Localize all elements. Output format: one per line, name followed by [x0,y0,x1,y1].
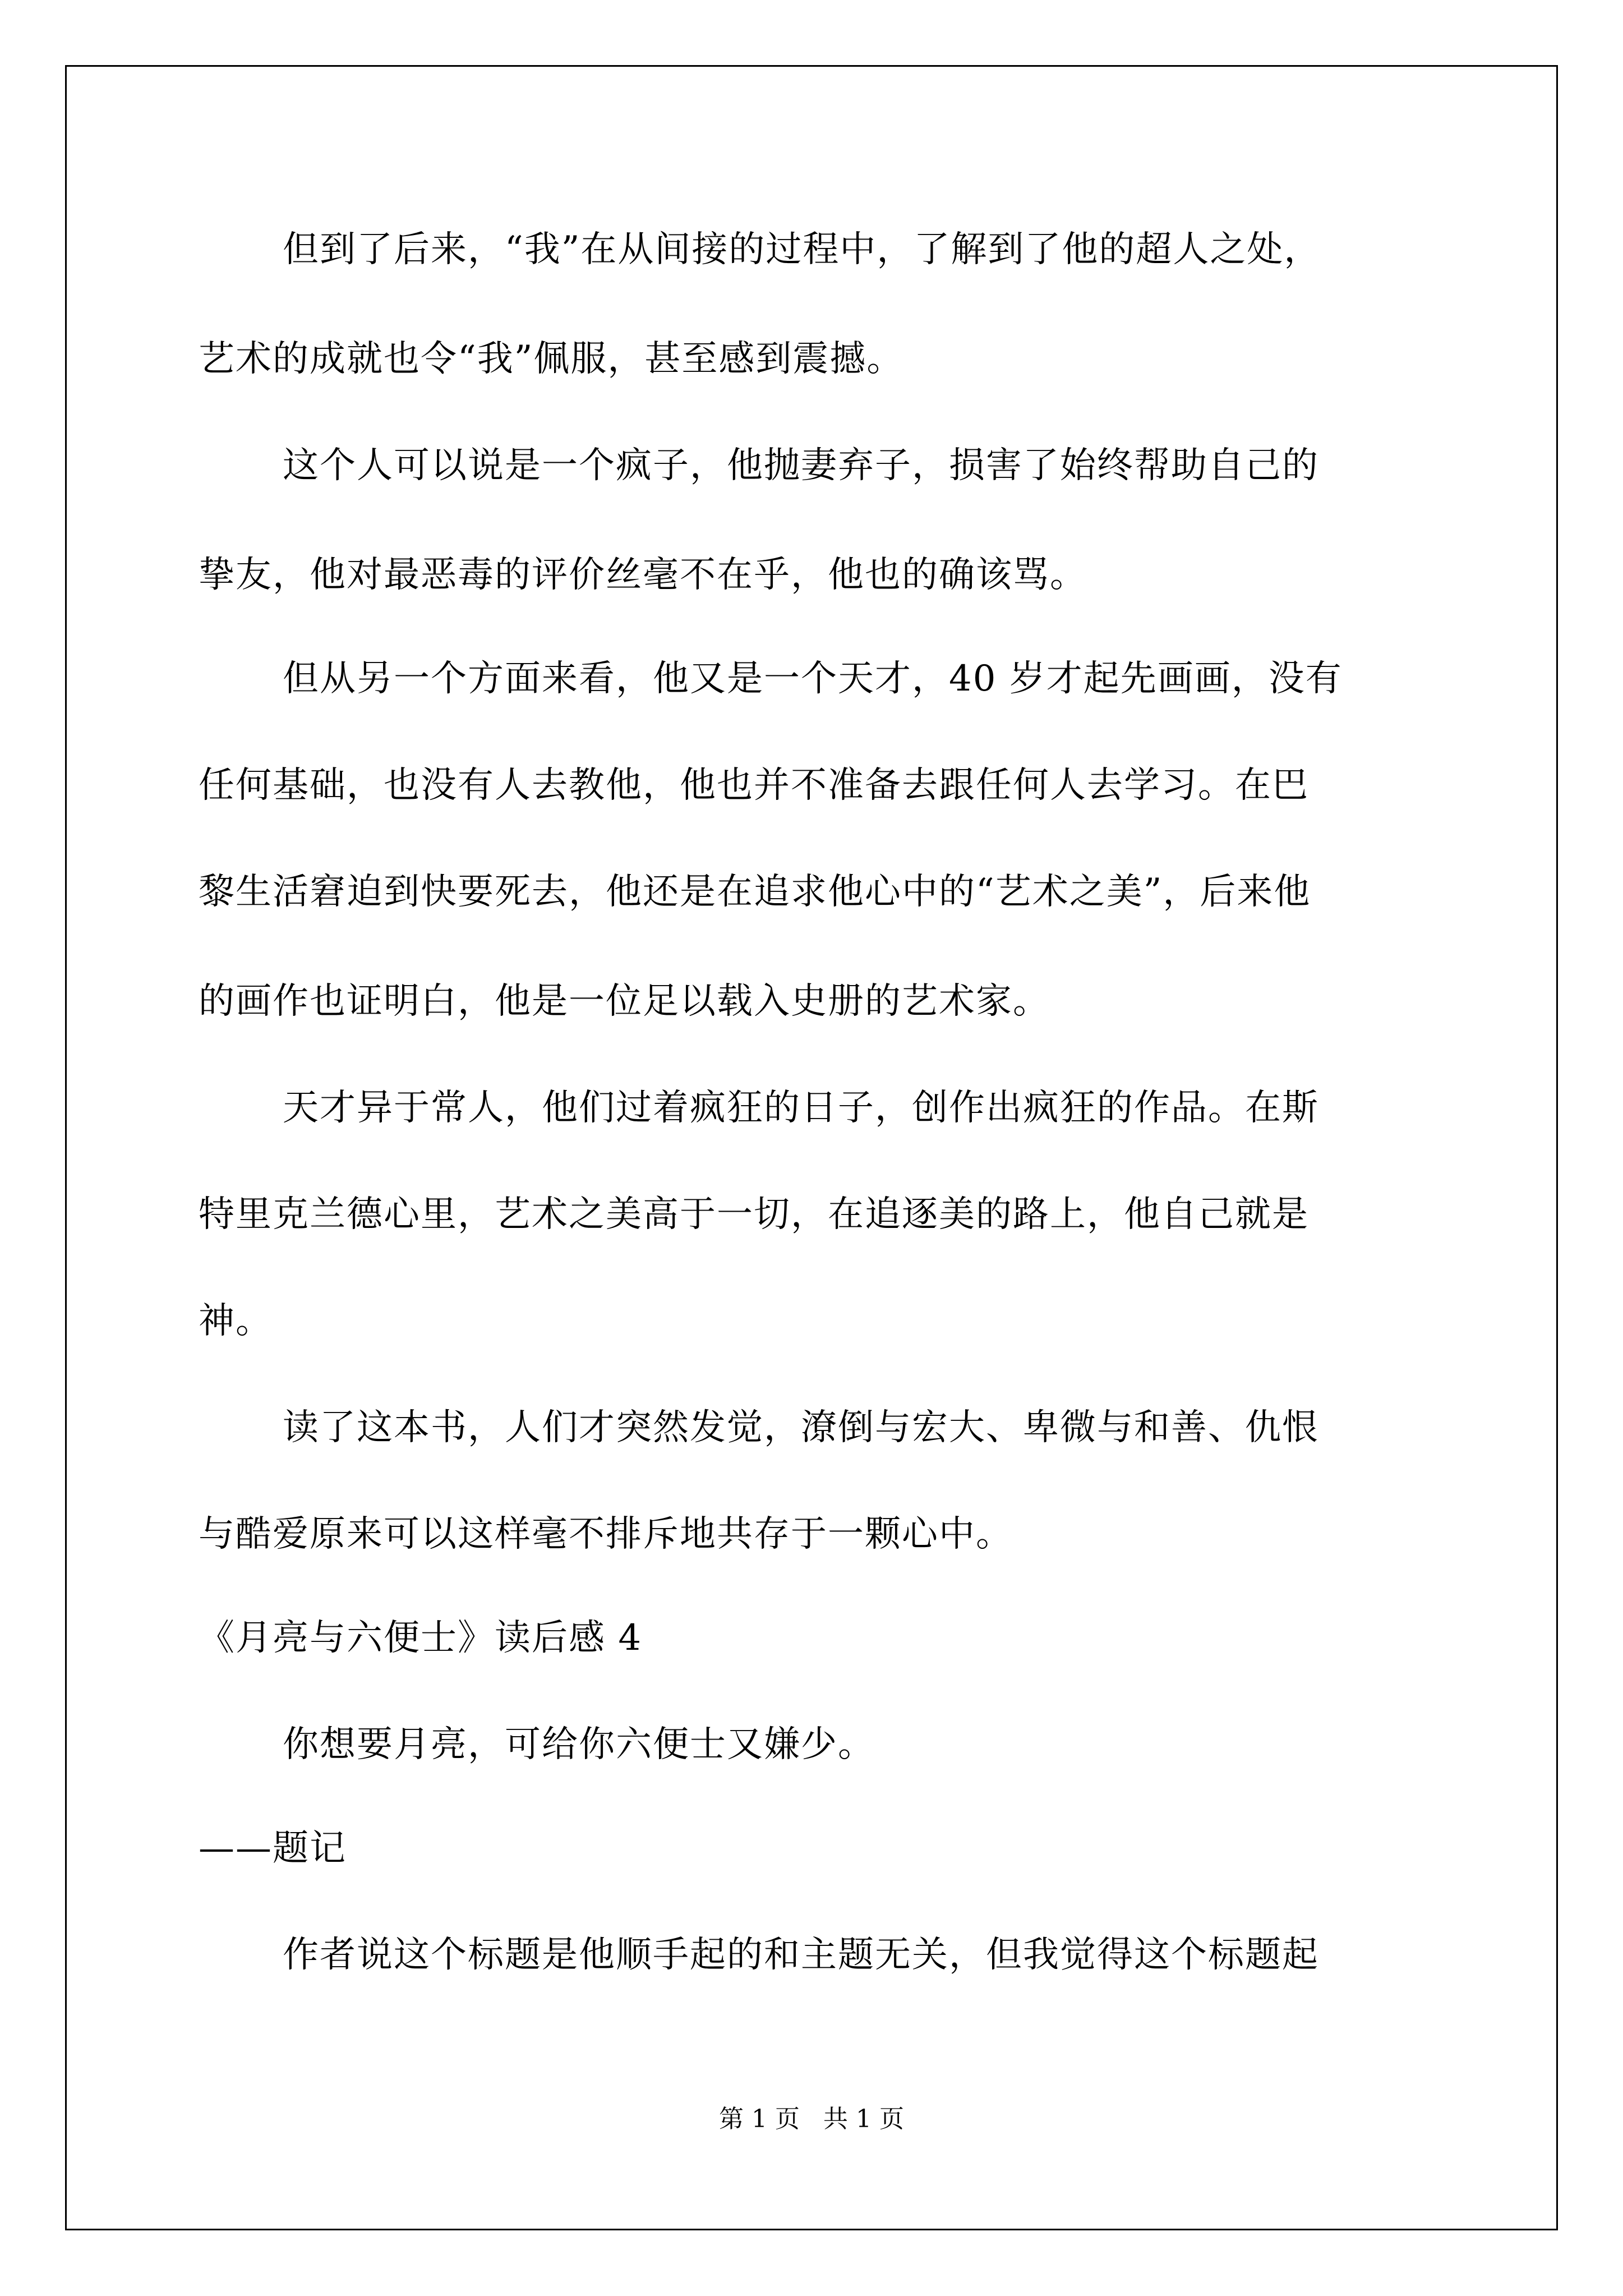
paragraph-line: 天才异于常人，他们过着疯狂的日子，创作出疯狂的作品。在斯 [283,1087,1319,1129]
paragraph-line: 作者说这个标题是他顺手起的和主题无关，但我觉得这个标题起 [283,1934,1319,1976]
paragraph-line: 神。 [199,1300,273,1342]
section-heading: 《月亮与六便士》读后感 4 [199,1617,643,1659]
paragraph-line: 的画作也证明白，他是一位足以载入史册的艺术家。 [199,981,1050,1022]
page-footer: 第 1 页 共 1 页 [719,2105,904,2133]
paragraph-line: 挚友，他对最恶毒的评价丝毫不在乎，他也的确该骂。 [199,554,1087,596]
epigraph-line: 你想要月亮，可给你六便士又嫌少。 [283,1724,875,1765]
paragraph-line: 黎生活窘迫到快要死去，他还是在追求他心中的“艺术之美”，后来他 [199,871,1311,913]
paragraph-line: 但从另一个方面来看，他又是一个天才，40 岁才起先画画，没有 [283,658,1343,700]
paragraph-line: 与酷爱原来可以这样毫不排斥地共存于一颗心中。 [199,1513,1013,1555]
paragraph-line: 读了这本书，人们才突然发觉，潦倒与宏大、卑微与和善、仇恨 [283,1407,1319,1448]
page-border [65,65,1558,2230]
epigraph-attribution: ——题记 [199,1828,347,1869]
paragraph-line: 但到了后来，“我”在从间接的过程中，了解到了他的超人之处， [283,229,1321,270]
paragraph-line: 这个人可以说是一个疯子，他抛妻弃子，损害了始终帮助自己的 [283,445,1319,486]
paragraph-line: 任何基础，也没有人去教他，他也并不准备去跟任何人去学习。在巴 [199,765,1309,806]
paragraph-line: 特里克兰德心里，艺术之美高于一切，在追逐美的路上，他自己就是 [199,1194,1309,1235]
paragraph-line: 艺术的成就也令“我”佩服，甚至感到震撼。 [199,338,904,380]
